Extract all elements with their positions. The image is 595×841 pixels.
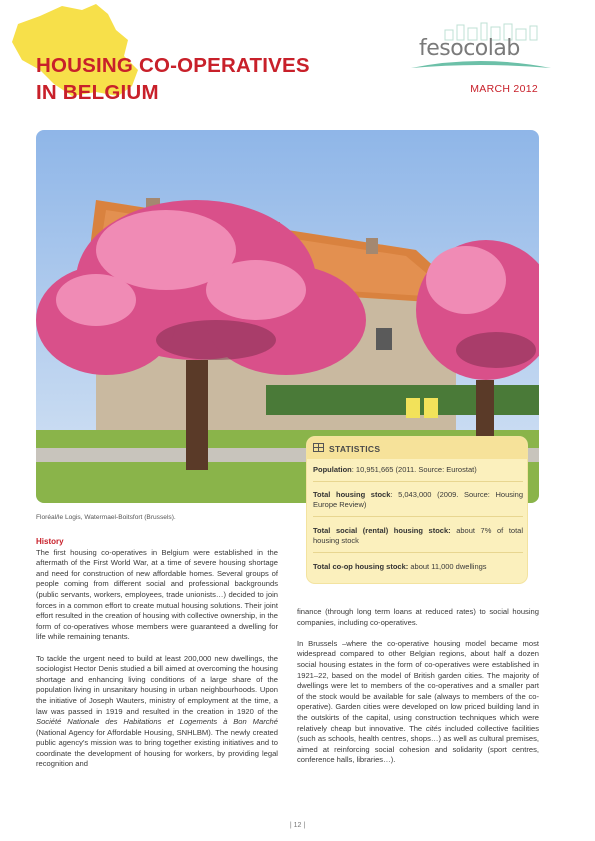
article-left-column (36, 537, 278, 781)
table-icon (313, 443, 324, 452)
title-line-2: IN BELGIUM (36, 81, 159, 104)
stat-divider (313, 481, 523, 482)
fesocolab-logo (405, 22, 555, 76)
paragraph-finance: finance (through long term loans at reduced rates) to social housing companies, including co-operatives. (297, 607, 539, 627)
stat-coop-housing: Total co-op housing stock: about 11,000 dwellings (313, 562, 487, 571)
article-right-column (297, 607, 539, 777)
page-number: | 12 | (289, 822, 306, 829)
stat-divider (313, 516, 523, 517)
title-line-1: HOUSING CO-OPERATIVES (36, 54, 310, 77)
paragraph-brussels: In Brussels –where the co-operative housing model became most widespread compared to other Belgian regions, about half a dozen social housing estates in the form of co-operatives were established in 1921–22, based on the model of British garden cities. The majority of dwellings were let to members of the co-operatives and a smaller part of the stock would be available for sale (always to members of the co-operative). Garden cities were developed on low priced building land in the outskirts of the capital, using construction techniques which were relatively cheap but innovative. The cités included collective facilities (such as schools, health centres, shops…) as well as cultural premises, aimed at reinforcing social cohesion and solidarity (sport centres, conference halls, libraries…). (297, 638, 539, 765)
stat-social-housing: Total social (rental) housing stock: about 7% of total housing stock (313, 526, 523, 545)
history-heading: History (36, 537, 64, 546)
issue-date: MARCH 2012 (470, 83, 538, 95)
stat-divider (313, 552, 523, 553)
stat-population: Population: 10,951,665 (2011. Source: Eurostat) (313, 465, 477, 474)
stat-housing-stock: Total housing stock: 5,043,000 (2009. Source: Housing Europe Review) (313, 490, 524, 509)
statistics-box (307, 437, 527, 583)
paragraph-history: The first housing co-operatives in Belgium were established in the aftermath of the First World War, at a time of severe housing shortage and need for construction of new affordable homes. Several groups of people coming from different social and professional backgrounds (public servants, workers, employees, trade unionists…) decided to join forces in a common effort to create mutual housing solutions. Their joint effort resulted in the creation of housing with collective ownership, in the form of co-operatives whose members were guaranteed a dwelling for life while remaining tenants. (36, 547, 278, 642)
paragraph-law: To tackle the urgent need to build at least 200,000 new dwellings, the sociologist Hector Denis studied a bill aimed at overcoming the housing shortage and enhancing living conditions of a large share of the population living in unsanitary housing in urban neighbourhoods. Upon the initiative of Joseph Wauters, ministry of employment at the time, a law was passed in 1919 and resulted in the creation in 1920 of the Société Nationale des Habitations et Logements à Bon Marché (National Agency for Affordable Housing, SNHLBM). The newly created public agency's mission was to bring together existing initiatives and to coordinate the development of housing for workers, by providing legal recognition and (36, 653, 278, 769)
statistics-title: STATISTICS (329, 444, 381, 454)
logo-text: fesocolab (419, 36, 520, 61)
photo-caption: Floréal/le Logis, Watermael-Boitsfort (Brussels). (36, 514, 176, 521)
page-title (36, 52, 310, 106)
